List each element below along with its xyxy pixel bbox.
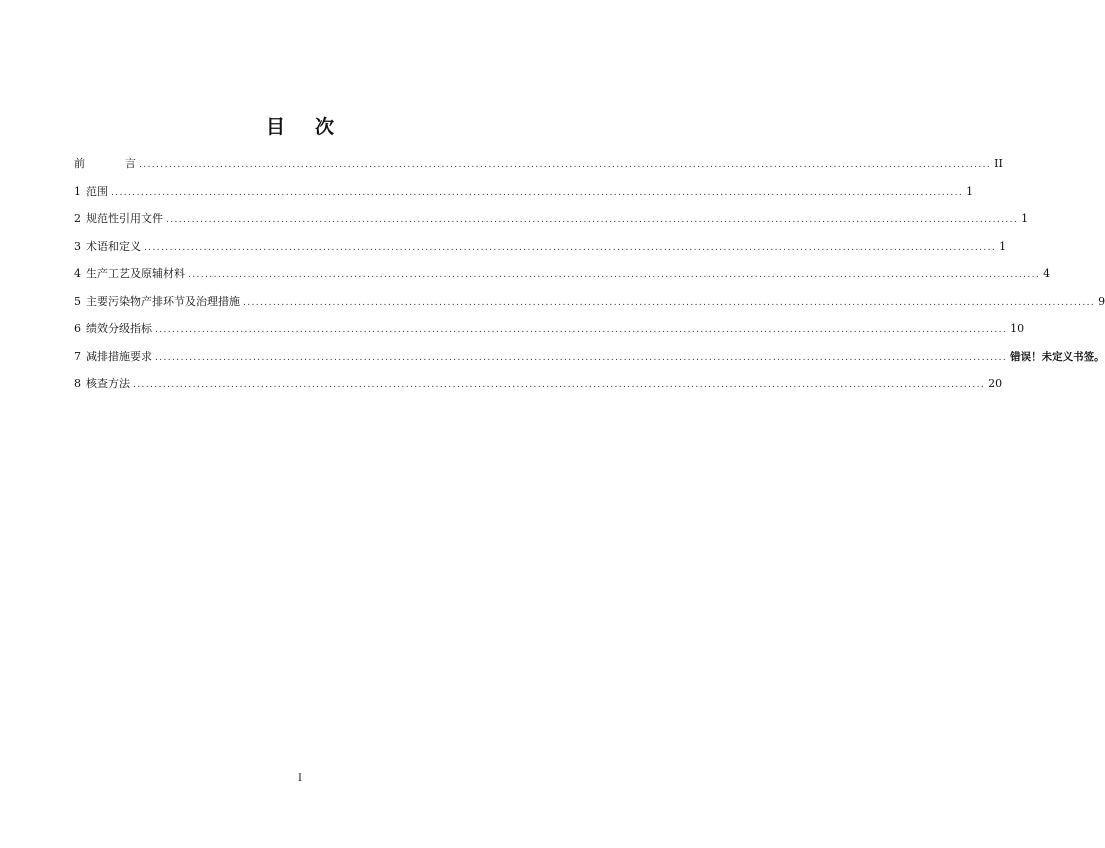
toc-entry-production-process[interactable] [74,260,1051,288]
toc-entry-verification-methods[interactable] [74,370,1003,398]
toc-page-number: 10 [1010,322,1025,335]
toc-entry-terms-definitions[interactable] [74,233,1007,261]
toc-page-number: 9 [1098,294,1105,308]
toc-entry-label [74,370,130,398]
toc-leader-dots: ........................................................................................................................................................................................................ [188,270,1041,280]
toc-section-title: 术语和定义 [86,239,141,253]
toc-section-number: 3 [74,239,81,253]
toc-leader-dots: ........................................................................................................................................................................................................ [139,160,992,170]
toc-section-number: 5 [74,294,81,308]
page-footer-number: I [298,773,302,784]
toc-leader-dots: ........................................................................................................................................................................................................ [155,352,1008,363]
toc-entry-label [74,343,152,371]
toc-section-title: 主要污染物产排环节及治理措施 [86,294,240,308]
toc-entry-pollutants[interactable] [74,288,1105,316]
toc-page-number: 1 [966,184,974,198]
toc-entry-label [74,150,136,178]
toc-entry-label [74,178,108,206]
toc-bookmark-error: 错误！未定义书签。 [1010,350,1105,363]
toc-entry-performance-grading[interactable] [74,315,1025,343]
page-title [0,112,600,139]
toc-entry-label [74,288,240,316]
toc-label-part-a: 前 [74,157,85,170]
toc-section-title: 规范性引用文件 [86,212,163,225]
toc-page-number: 1 [999,239,1007,253]
toc-section-title: 范围 [86,184,108,198]
toc-section-title: 生产工艺及原辅材料 [86,267,185,280]
toc-entry-label [74,233,141,261]
toc-section-number: 8 [74,377,81,390]
toc-section-title: 核查方法 [86,377,130,390]
toc-section-number: 1 [74,184,81,198]
toc-entry-emission-reduction[interactable] [74,343,1105,371]
toc-entry-foreword[interactable] [74,150,1003,178]
toc-leader-dots: ........................................................................................................................................................................................................ [166,215,1019,225]
toc-label-part-b: 言 [125,157,136,170]
table-of-contents [74,150,1105,398]
toc-leader-dots: ........................................................................................................................................................................................................ [155,325,1008,335]
toc-entry-scope[interactable] [74,178,974,206]
toc-entry-label [74,315,152,343]
toc-section-number: 2 [74,212,81,225]
toc-leader-dots: ........................................................................................................................................................................................................ [243,297,1096,308]
title-char-2: 次 [315,116,335,138]
toc-section-number: 6 [74,322,81,335]
toc-section-number: 4 [74,267,81,280]
toc-entry-label [74,205,163,233]
toc-section-title: 绩效分级指标 [86,322,152,335]
toc-page-number: II [994,157,1003,170]
toc-page-number: 20 [988,377,1003,390]
toc-page-number: 1 [1021,212,1029,225]
toc-page-number: 4 [1043,267,1051,280]
toc-leader-dots: ........................................................................................................................................................................................................ [144,242,997,253]
title-char-1: 目 [265,116,285,138]
toc-entry-label [74,260,185,288]
toc-leader-dots: ........................................................................................................................................................................................................ [133,380,986,390]
toc-section-number: 7 [74,349,81,363]
toc-section-title: 减排措施要求 [86,349,152,363]
toc-entry-normative-references[interactable] [74,205,1029,233]
toc-leader-dots: ........................................................................................................................................................................................................ [111,187,964,198]
